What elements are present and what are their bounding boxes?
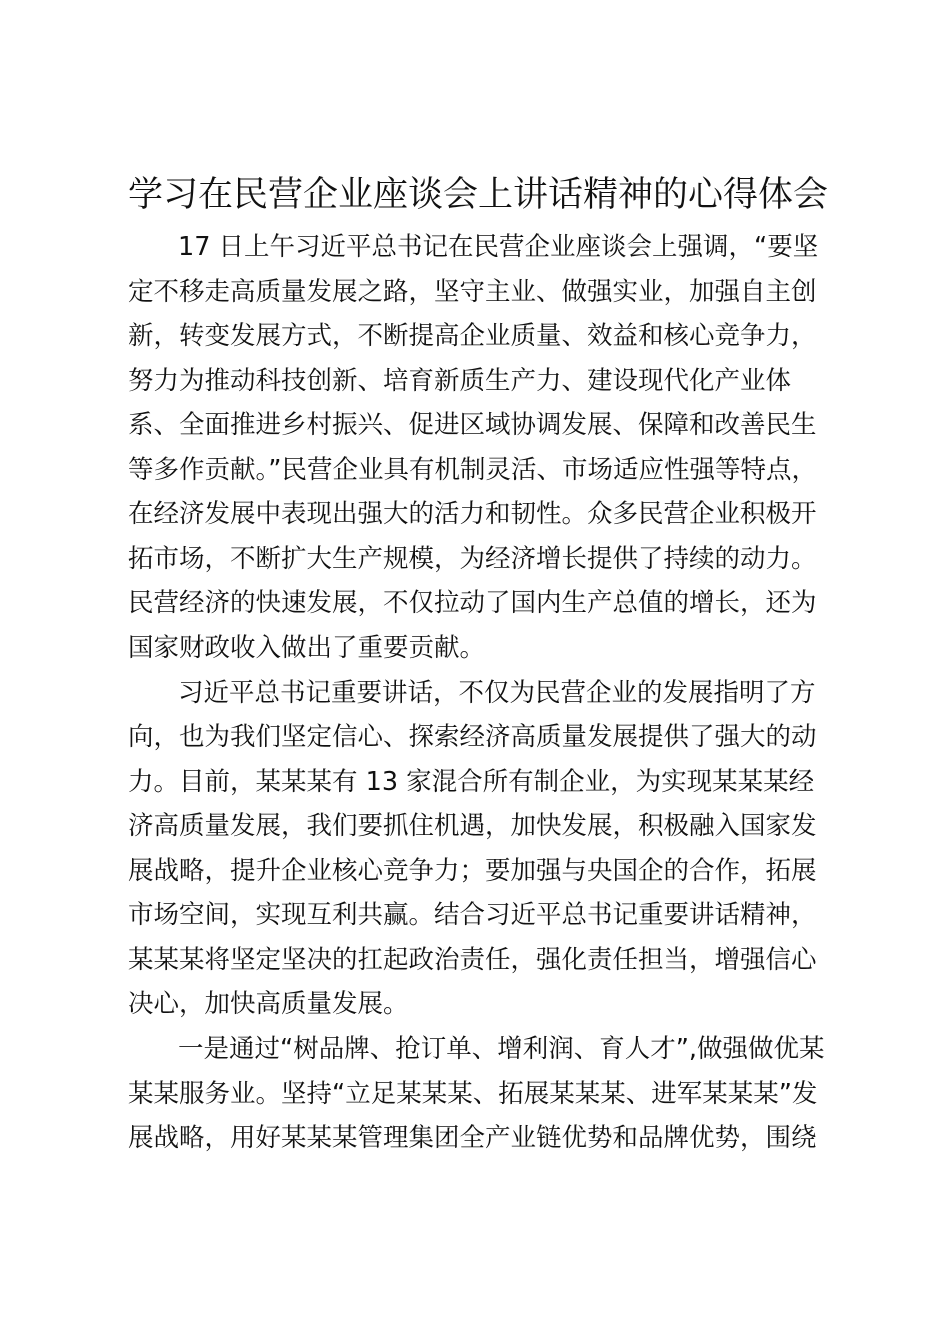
paragraph-line: 努力为推动科技创新、培育新质生产力、建设现代化产业体 <box>128 366 792 396</box>
paragraph-line: 展战略，提升企业核心竞争力；要加强与央国企的合作，拓展 <box>128 856 817 886</box>
document-title: 学习在民营企业座谈会上讲话精神的心得体会 <box>128 175 829 215</box>
paragraph-line: 定不移走高质量发展之路，坚守主业、做强实业，加强自主创 <box>128 277 817 307</box>
paragraph-line: 济高质量发展，我们要抓住机遇，加快发展，积极融入国家发 <box>128 811 817 841</box>
paragraph-line: 市场空间，实现互利共赢。结合习近平总书记重要讲话精神， <box>128 900 817 930</box>
paragraph-line: 民营经济的快速发展，不仅拉动了国内生产总值的增长，还为 <box>128 588 817 618</box>
paragraph-line: 某某某将坚定坚决的扛起政治责任，强化责任担当，增强信心 <box>128 945 817 975</box>
paragraph-line: 一是通过“树品牌、抢订单、增利润、育人才”,做强做优某 <box>178 1034 825 1064</box>
paragraph-line: 17 日上午习近平总书记在民营企业座谈会上强调，“要坚 <box>178 232 819 262</box>
paragraph-line: 决心，加快高质量发展。 <box>128 989 409 1019</box>
paragraph-line: 习近平总书记重要讲话，不仅为民营企业的发展指明了方 <box>178 678 816 708</box>
paragraph-line: 新，转变发展方式，不断提高企业质量、效益和核心竞争力， <box>128 321 817 351</box>
paragraph-line: 系、全面推进乡村振兴、促进区域协调发展、保障和改善民生 <box>128 410 817 440</box>
paragraph-line: 拓市场，不断扩大生产规模，为经济增长提供了持续的动力。 <box>128 544 817 574</box>
paragraph-line: 展战略，用好某某某管理集团全产业链优势和品牌优势，围绕 <box>128 1123 817 1153</box>
paragraph-line: 力。目前，某某某有 13 家混合所有制企业，为实现某某某经 <box>128 767 815 797</box>
paragraph-line: 向，也为我们坚定信心、探索经济高质量发展提供了强大的动 <box>128 722 817 752</box>
paragraph-line: 等多作贡献。”民营企业具有机制灵活、市场适应性强等特点， <box>128 455 817 485</box>
paragraph-line: 在经济发展中表现出强大的活力和韧性。众多民营企业积极开 <box>128 499 817 529</box>
paragraph-line: 国家财政收入做出了重要贡献。 <box>128 633 486 663</box>
paragraph-line: 某某服务业。坚持“立足某某某、拓展某某某、进军某某某”发 <box>128 1079 818 1109</box>
